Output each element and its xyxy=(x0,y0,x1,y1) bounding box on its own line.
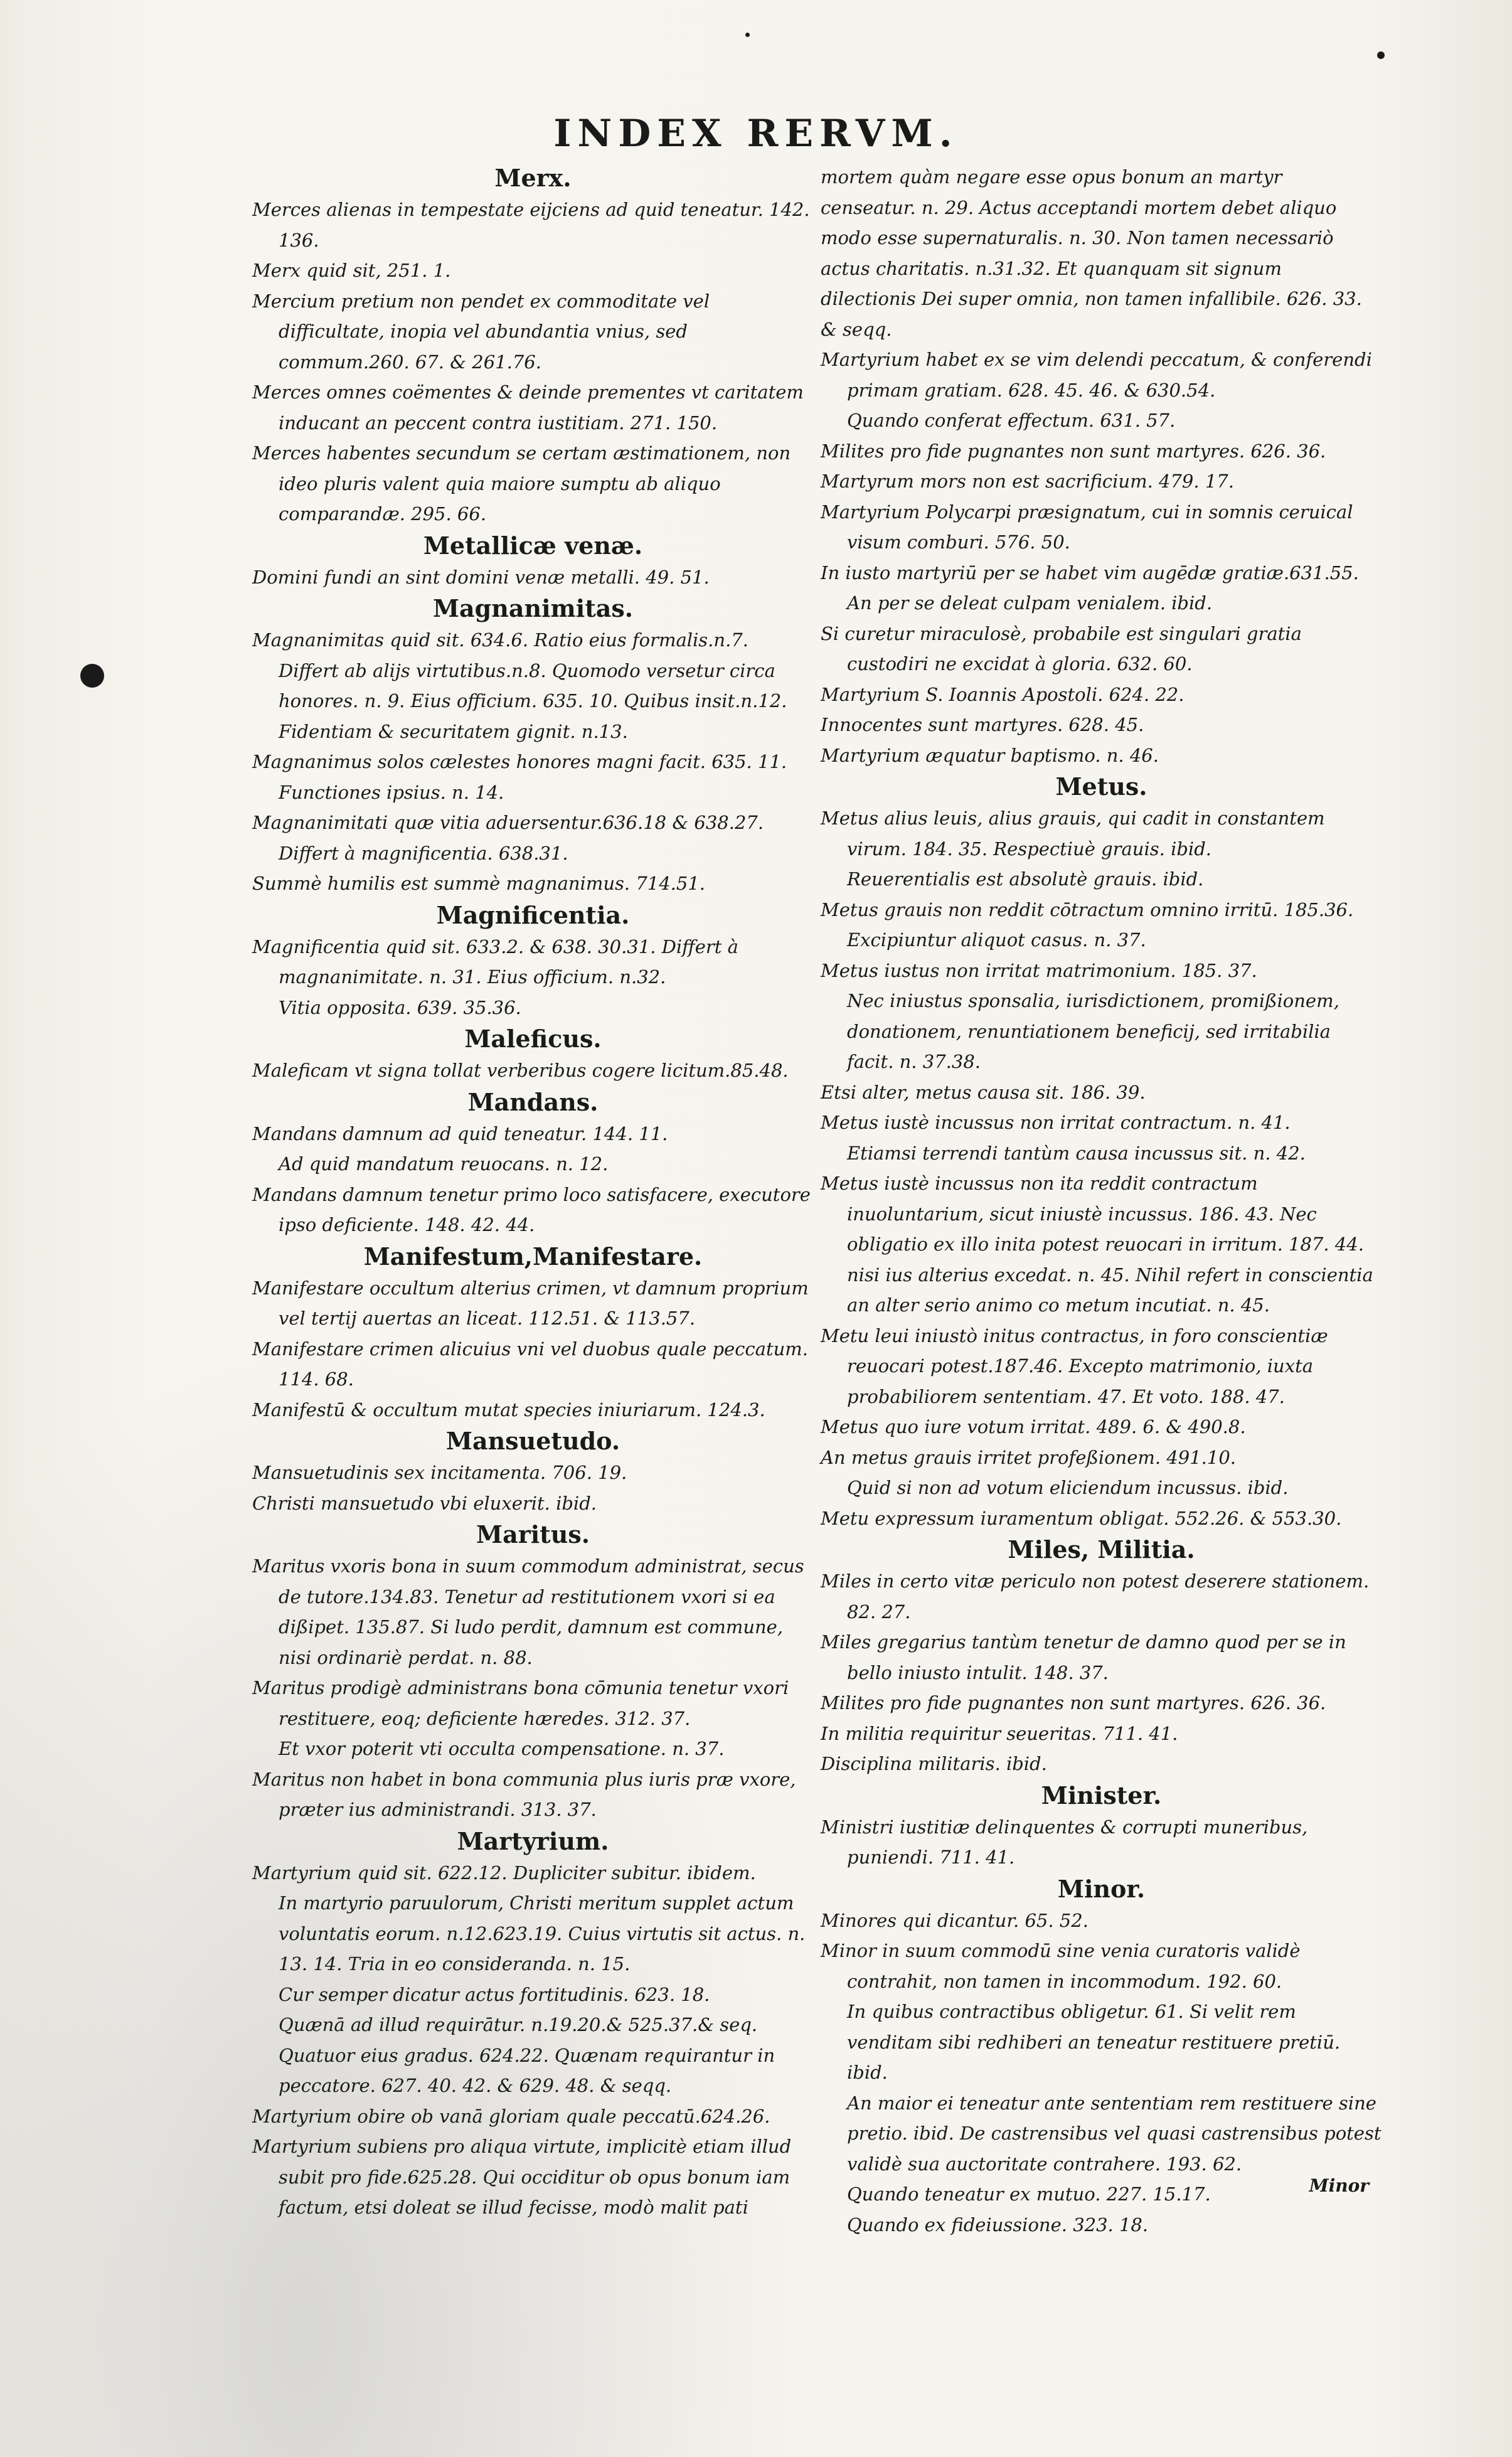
index-column-left xyxy=(252,162,814,2223)
index-heading: Magnificentia. xyxy=(436,900,630,929)
index-entry: Milites pro fide pugnantes non sunt martyres. 626. 36. xyxy=(821,1692,1326,1714)
index-entry: Innocentes sunt martyres. 628. 45. xyxy=(821,714,1144,735)
index-entry: Christi mansuetudo vbi eluxerit. ibid. xyxy=(252,1492,597,1514)
index-entry: Ministri iustitiæ delinquentes & corrupti muneribus, puniendi. 711. 41. xyxy=(821,1816,1308,1868)
index-subentry: Quando ex fideiussione. 323. 18. xyxy=(847,2214,1149,2236)
index-entry: Mandans damnum ad quid teneatur. 144. 11. xyxy=(252,1122,668,1144)
index-entry: Manifestare crimen alicuius vni vel duobus quale peccatum. 114. 68. xyxy=(252,1338,809,1390)
index-subentry: Excipiuntur aliquot casus. n. 37. xyxy=(847,929,1146,951)
index-entry: Domini fundi an sint domini venæ metalli. 49. 51. xyxy=(252,566,710,588)
index-heading: Maleficus. xyxy=(464,1025,602,1053)
ink-blot xyxy=(80,664,104,688)
index-entry: Metus iustè incussus non ita reddit contractum inuoluntarium, sicut iniustè incussus. 186. 43. Nec obligatio ex illo inita potest reuocari in irritum. 187. 44. nisi ius alterius excedat. n. 45. Nihil refert in conscientia an alter serio animo co metum incutiat. n. 45. xyxy=(821,1173,1373,1316)
index-entry: Magnanimus solos cælestes honores magni facit. 635. 11. Functiones ipsius. n. 14. xyxy=(252,751,787,803)
index-entry: Martyrium obire ob vanā gloriam quale peccatū.624.26. xyxy=(252,2105,770,2127)
index-heading: Manifestum,Manifestare. xyxy=(363,1242,703,1271)
index-entry: Disciplina militaris. ibid. xyxy=(821,1753,1047,1774)
index-entry: Martyrium S. Ioannis Apostoli. 624. 22. xyxy=(821,683,1185,705)
index-entry: Milites pro fide pugnantes non sunt martyres. 626. 36. xyxy=(821,440,1326,462)
index-subentry: Cur semper dicatur actus fortitudinis. 623. 18. xyxy=(279,1983,710,2005)
index-entry: Merces omnes coëmentes & deinde prementes vt caritatem inducant an peccent contra iustitiam. 271. 150. xyxy=(252,381,804,434)
index-entry: Metus grauis non reddit cōtractum omnino irritū. 185.36. xyxy=(821,898,1354,920)
index-entry: Manifestare occultum alterius crimen, vt damnum proprium vel tertij auertas an liceat. 112.51. & 113.57. xyxy=(252,1277,809,1329)
index-entry: Miles gregarius tantùm tenetur de damno quod per se in bello iniusto intulit. 148. 37. xyxy=(821,1631,1346,1683)
index-heading: Minor. xyxy=(1057,1874,1146,1903)
index-entry-continuation: mortem quàm negare esse opus bonum an martyr censeatur. n. 29. Actus acceptandi mortem debet aliquo modo esse supernaturalis. n. 30. Non tamen necessariò actus charitatis. n.31.32. Et quanquam sit signum dilectionis Dei super omnia, non tamen infallibile. 626. 33. & seqq. xyxy=(821,166,1362,340)
index-entry: Mercium pretium non pendet ex commoditate vel difficultate, inopia vel abundantia vnius, sed commum.260. 67. & 261.76. xyxy=(252,290,710,373)
index-heading: Metallicæ venæ. xyxy=(423,531,643,560)
index-subentry: In martyrio paruulorum, Christi meritum supplet actum voluntatis eorum. n.12.623.19. Cuius virtutis sit actus. n. 13. 14. Tria in eo consideranda. n. 15. xyxy=(279,1892,806,1975)
index-entry: Magnanimitas quid sit. 634.6. Ratio eius formalis.n.7. Differt ab alijs virtutibus.n.8. Quomodo versetur circa honores. n. 9. Eius officium. 635. 10. Quibus insit.n.12. Fidentiam & securitatem gignit. n.13. xyxy=(252,629,787,742)
index-subentry: Reuerentialis est absolutè grauis. ibid. xyxy=(847,868,1204,890)
index-entry: Metus iustus non irritat matrimonium. 185. 37. xyxy=(821,959,1257,981)
index-subentry: An maior ei teneatur ante sententiam rem restituere sine pretio. ibid. De castrensibus vel quasi castrensibus potest validè sua auctoritate contrahere. 193. 62. xyxy=(847,2092,1382,2175)
index-entry: Metu leui iniustò initus contractus, in foro conscientiæ reuocari potest.187.46. Excepto matrimonio, iuxta probabiliorem sententiam. 47. Et voto. 188. 47. xyxy=(821,1324,1328,1407)
catchword: Minor xyxy=(1309,2175,1369,2196)
index-subentry: Quando teneatur ex mutuo. 227. 15.17. xyxy=(847,2183,1211,2205)
index-entry: Magnificentia quid sit. 633.2. & 638. 30.31. Differt à magnanimitate. n. 31. Eius officium. n.32. xyxy=(252,935,738,988)
index-entry: Magnanimitati quæ vitia aduersentur.636.18 & 638.27. Differt à magnificentia. 638.31. xyxy=(252,812,764,864)
index-entry: Metus iustè incussus non irritat contractum. n. 41. xyxy=(821,1112,1291,1133)
index-subentry: An per se deleat culpam venialem. ibid. xyxy=(847,592,1213,614)
index-heading: Mandans. xyxy=(467,1087,599,1116)
index-entry: Metu expressum iuramentum obligat. 552.26. & 553.30. xyxy=(821,1507,1342,1529)
index-entry: Martyrium æquatur baptismo. n. 46. xyxy=(821,744,1159,766)
index-heading: Miles, Militia. xyxy=(1008,1535,1195,1564)
index-entry: Merces alienas in tempestate eijciens ad quid teneatur. 142. 136. xyxy=(252,199,810,251)
index-entry: Martyrium Polycarpi præsignatum, cui in somnis ceruical visum comburi. 576. 50. xyxy=(821,501,1353,553)
index-entry: Merx quid sit, 251. 1. xyxy=(252,260,451,281)
ink-speck xyxy=(1377,51,1385,59)
index-entry: Maritus non habet in bona communia plus iuris præ vxore, præter ius administrandi. 313. 37. xyxy=(252,1768,796,1820)
index-subentry: Quatuor eius gradus. 624.22. Quænam requirantur in peccatore. 627. 40. 42. & 629. 48. & seqq. xyxy=(279,2044,775,2096)
index-entry: Summè humilis est summè magnanimus. 714.51. xyxy=(252,873,706,894)
index-subentry: In quibus contractibus obligetur. 61. Si velit rem venditam sibi redhiberi an teneatur restituere pretiū. ibid. xyxy=(847,2001,1341,2083)
index-entry: Martyrium habet ex se vim delendi peccatum, & conferendi primam gratiam. 628. 45. 46. & 630.54. xyxy=(821,349,1372,401)
index-subentry: Ad quid mandatum reuocans. n. 12. xyxy=(279,1153,609,1175)
index-entry: Mansuetudinis sex incitamenta. 706. 19. xyxy=(252,1462,627,1483)
index-entry: Maleficam vt signa tollat verberibus cogere licitum.85.48. xyxy=(252,1060,789,1081)
index-entry: Martyrum mors non est sacrificium. 479. 17. xyxy=(821,471,1234,492)
index-entry: Martyrium quid sit. 622.12. Dupliciter subitur. ibidem. xyxy=(252,1862,756,1884)
ink-speck xyxy=(745,33,750,37)
index-subentry: Quando conferat effectum. 631. 57. xyxy=(847,410,1176,431)
index-entry: Miles in certo vitæ periculo non potest deserere stationem. 82. 27. xyxy=(821,1570,1370,1623)
index-entry: Manifestū & occultum mutat species iniuriarum. 124.3. xyxy=(252,1399,765,1420)
index-heading: Mansuetudo. xyxy=(445,1427,620,1455)
index-entry: Metus quo iure votum irritat. 489. 6. & 490.8. xyxy=(821,1416,1246,1437)
index-subentry: Etiamsi terrendi tantùm causa incussus sit. n. 42. xyxy=(847,1142,1306,1164)
index-heading: Merx. xyxy=(494,164,572,192)
index-column-right xyxy=(821,162,1382,2240)
index-subentry: Vitia opposita. 639. 35.36. xyxy=(279,996,521,1018)
index-entry: Etsi alter, metus causa sit. 186. 39. xyxy=(821,1081,1146,1103)
index-entry: Martyrium subiens pro aliqua virtute, implicitè etiam illud subit pro fide.625.28. Qui occiditur ob opus bonum iam factum, etsi doleat se illud fecisse, modò malit pati xyxy=(252,2136,792,2218)
index-entry: Mandans damnum tenetur primo loco satisfacere, executore ipso deficiente. 148. 42. 44. xyxy=(252,1183,811,1235)
page-header-title: INDEX RERVM. xyxy=(553,112,959,156)
index-subentry: Quænā ad illud requirātur. n.19.20.& 525.37.& seq. xyxy=(279,2014,758,2035)
index-entry: Metus alius leuis, alius grauis, qui cadit in constantem virum. 184. 35. Respectiuè grauis. ibid. xyxy=(821,807,1325,860)
index-heading: Magnanimitas. xyxy=(432,594,633,622)
index-entry: Minores qui dicantur. 65. 52. xyxy=(821,1909,1089,1931)
index-heading: Metus. xyxy=(1055,772,1147,801)
index-subentry: Nec iniustus sponsalia, iurisdictionem, promißionem, donationem, renuntiationem beneficij, sed irritabilia facit. n. 37.38. xyxy=(847,990,1339,1072)
index-entry: In iusto martyriū per se habet vim augēdæ gratiæ.631.55. xyxy=(821,562,1359,584)
index-entry: Minor in suum commodū sine venia curatoris validè contrahit, non tamen in incommodum. 192. 60. xyxy=(821,1940,1301,1992)
index-entry: In militia requiritur seueritas. 711. 41. xyxy=(821,1722,1178,1744)
index-heading: Minister. xyxy=(1041,1781,1162,1809)
index-entry: Maritus prodigè administrans bona cōmunia tenetur vxori restituere, eoq; deficiente hæredes. 312. 37. xyxy=(252,1677,789,1729)
index-heading: Maritus. xyxy=(476,1520,590,1548)
index-entry: Merces habentes secundum se certam æstimationem, non ideo pluris valent quia maiore sumptu ab aliquo comparandæ. 295. 66. xyxy=(252,442,791,525)
index-heading: Martyrium. xyxy=(457,1826,609,1855)
index-entry: An metus grauis irritet profeßionem. 491.10. xyxy=(821,1446,1237,1468)
index-entry: Si curetur miraculosè, probabile est singulari gratia custodiri ne excidat à gloria. 632. 60. xyxy=(821,622,1302,674)
index-subentry: Et vxor poterit vti occulta compensatione. n. 37. xyxy=(279,1738,725,1759)
index-entry: Maritus vxoris bona in suum commodum administrat, secus de tutore.134.83. Tenetur ad restitutionem vxori si ea dißipet. 135.87. Si ludo perdit, damnum est commune, nisi ordinariè perdat. n. 88. xyxy=(252,1555,804,1668)
index-subentry: Quid si non ad votum eliciendum incussus. ibid. xyxy=(847,1477,1289,1498)
